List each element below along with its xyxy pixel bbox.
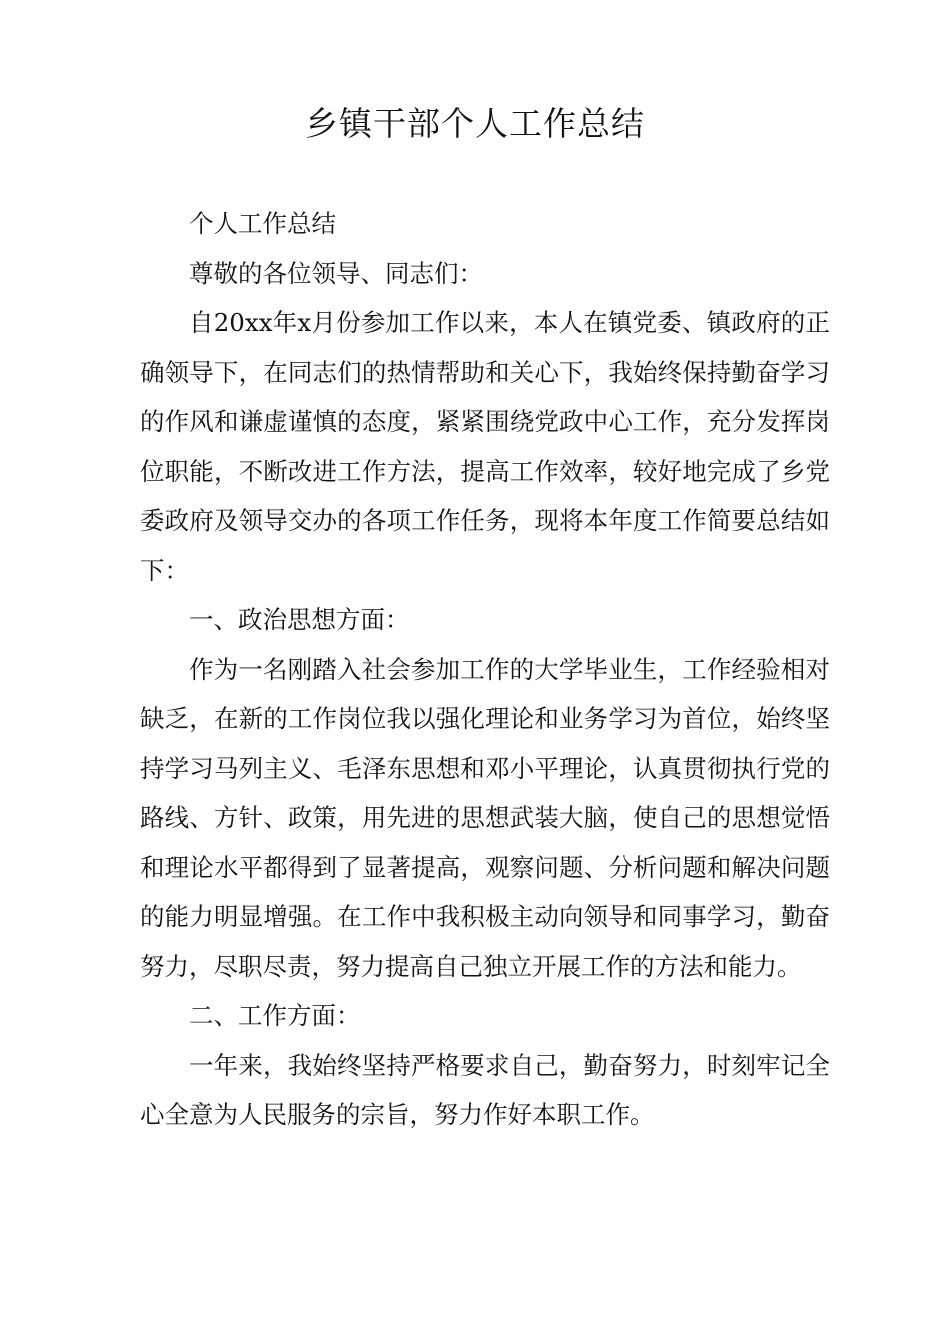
- document-body: [140, 199, 830, 1140]
- salutation: 尊敬的各位领导、同志们：: [189, 258, 483, 288]
- paragraph-introduction: 自20xx年x月份参加工作以来，本人在镇党委、镇政府的正确领导下，在同志们的热情帮助和关心下，我始终保持勤奋学习的作风和谦虚谨慎的态度，紧紧围绕党政中心工作，充分发挥岗位职能，不断改进工作方法，提高工作效率，较好地完成了乡党委政府及领导交办的各项工作任务，现将本年度工作简要总结如下：: [140, 308, 830, 585]
- paragraph-political-thought: 作为一名刚踏入社会参加工作的大学毕业生，工作经验相对缺乏，在新的工作岗位我以强化理论和业务学习为首位，始终坚持学习马列主义、毛泽东思想和邓小平理论，认真贯彻执行党的路线、方针、政策，用先进的思想武装大脑，使自己的思想觉悟和理论水平都得到了显著提高，观察问题、分析问题和解决问题的能力明显增强。在工作中我积极主动向领导和同事学习，勤奋努力，尽职尽责，努力提高自己独立开展工作的方法和能力。: [140, 654, 830, 981]
- heading-political-thought: 一、政治思想方面：: [189, 605, 410, 634]
- section-title-personal-summary: 个人工作总结: [189, 209, 336, 238]
- paragraph-work: 一年来，我始终坚持严格要求自己，勤奋努力，时刻牢记全心全意为人民服务的宗旨，努力作好本职工作。: [140, 1050, 830, 1129]
- document-title: 乡镇干部个人工作总结: [305, 104, 645, 143]
- heading-work: 二、工作方面：: [189, 1001, 361, 1030]
